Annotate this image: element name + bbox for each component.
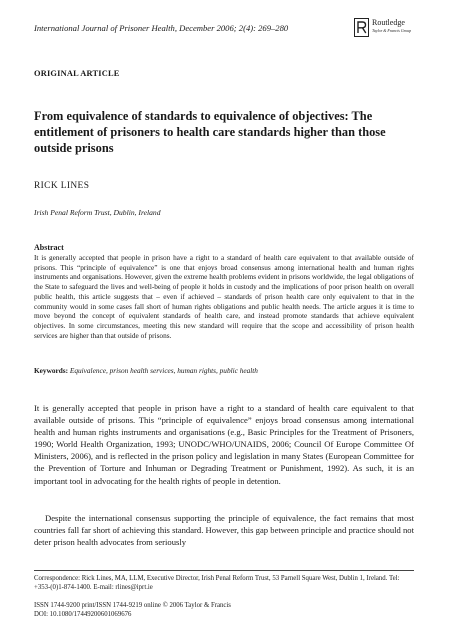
- doi-line: DOI: 10.1080/17449200601069676: [34, 611, 132, 618]
- publisher-group: Taylor & Francis Group: [372, 28, 412, 33]
- publisher-name: Routledge: [372, 18, 405, 27]
- keywords-line: [34, 366, 414, 375]
- journal-citation: International Journal of Prisoner Health, December 2006; 2(4): 269–280: [34, 23, 289, 33]
- footnote-divider: [34, 570, 414, 571]
- publisher-logo: [354, 17, 416, 39]
- body-paragraph-1: It is generally accepted that people in prison have a right to a standard of health care equivalent to that available outside of prisons. This “principle of equivalence” enjoys broad consensus among international health and human rights instruments and organisations (e.g., Basic Principles for the Treatment of Prisoners, 1990; World Health Organization, 1993; UNODC/WHO/UNAIDS, 2006; Council Of Europe Committee Of Ministers, 2006), and is reflected in the prison policy and legislation in many States (European Committee for the Prevention of Torture and Inhuman or Degrading Treatment or Punishment, 1992). As such, it is an important tool in advocating for the health rights of people in detention.: [34, 403, 414, 486]
- author-name: RICK LINES: [34, 181, 90, 191]
- body-paragraph-2: Despite the international consensus supporting the principle of equivalence, the fact remains that most countries fall far short of achieving this standard. However, this gap between principle and practice should not deter prison health advocates from seriously: [34, 513, 414, 548]
- abstract-heading: Abstract: [34, 243, 64, 252]
- abstract-text: It is generally accepted that people in prison have a right to a standard of health care equivalent to that available outside of prisons. This “principle of equivalence” is one that enjoys broad consensus among international health and human rights instruments and organisations. However, given the extreme health problems evident in prisons worldwide, the legal obligations of the State to safeguard the lives and well-being of people it holds in custody and the implications of poor prison health on overall public health, this article suggests that – even if achieved – standards of prison health care only equivalent to that in the community would in some cases fall short of human rights obligations and public health needs. The article argues it is time to move beyond the concept of equivalent standards of health care, and instead promote standards that achieve equivalent objectives. In some circumstances, meeting this new standard will require that the scope and accessibility of prison health services are higher than that outside of prisons.: [34, 253, 414, 340]
- section-label: ORIGINAL ARTICLE: [34, 69, 120, 78]
- correspondence-note: Correspondence: Rick Lines, MA, LLM, Executive Director, Irish Penal Reform Trust, 53 Parnell Square West, Dublin 1, Ireland. Tel: +353-(0)1-874-1400. E-mail: rlines@iprt.ie: [34, 575, 400, 592]
- author-affiliation: Irish Penal Reform Trust, Dublin, Ireland: [34, 208, 161, 217]
- keywords-list: Equivalence, prison health services, human rights, public health: [69, 366, 258, 375]
- issn-line: ISSN 1744-9200 print/ISSN 1744-9219 online © 2006 Taylor & Francis: [34, 602, 231, 609]
- routledge-r-icon: [354, 18, 369, 37]
- keywords-label: Keywords:: [34, 366, 69, 375]
- article-title: From equivalence of standards to equivalence of objectives: The entitlement of prisoners to health care standards higher than those outside prisons: [34, 109, 386, 155]
